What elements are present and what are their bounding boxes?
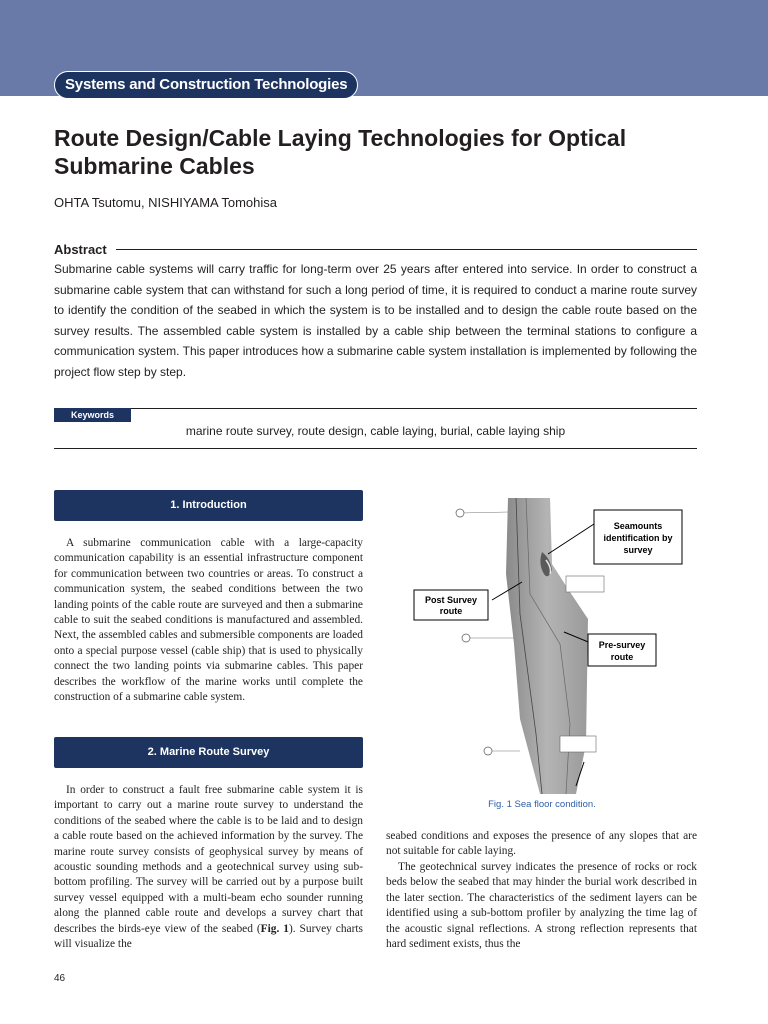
keywords-top-rule	[54, 408, 697, 409]
authors: OHTA Tsutomu, NISHIYAMA Tomohisa	[54, 195, 278, 210]
keywords-label: Keywords	[54, 408, 131, 422]
abstract-rule	[116, 249, 697, 250]
post-survey-label-line1: Post Survey	[424, 595, 478, 605]
pre-survey-label-line2: route	[610, 652, 634, 662]
section-heading-marine-route-survey: 2. Marine Route Survey	[54, 737, 363, 768]
article-title: Route Design/Cable Laying Technologies for Optical Submarine Cables	[54, 125, 627, 179]
marker-leader-1	[460, 512, 508, 513]
abstract-text: Submarine cable systems will carry traffic for long-term over 25 years after entered into service. In order to construct a submarine cable system that can withstand for such a long period of time, it is required to conduct a marine route survey to identify the condition of the seabed in which the system is to be installed and to design the cable route based on the survey results. The assembled cable system is installed by a cable ship between the terminal stations to configure a communication system. This paper introduces how a submarine cable system installation is implemented by following the project flow step by step.	[54, 262, 697, 379]
seamounts-label-line3: survey	[623, 545, 653, 555]
section-heading-introduction: 1. Introduction	[54, 490, 363, 521]
route-marker-3	[484, 747, 492, 755]
depth-readout-box-1	[566, 576, 604, 592]
section-label: Systems and Construction Technologies	[54, 71, 358, 99]
depth-readout-box-2	[560, 736, 596, 752]
seamounts-arrow	[548, 524, 594, 554]
keywords-text: marine route survey, route design, cable laying, burial, cable laying ship	[185, 424, 566, 438]
seamounts-label-line2: identification by	[603, 533, 673, 543]
survey-text-part2: ). Survey charts will visualize the	[54, 922, 363, 951]
seamounts-label-line1: Seamounts	[613, 521, 663, 531]
figure-caption: Fig. 1 Sea floor condition.	[488, 799, 596, 810]
survey-text-part1: In order to construct a fault free submarine cable system it is important to carry out a marine route survey to understand the conditions of the seabed where the cable is to be laid and to design a cable route based on the achieved information by the survey. The marine route survey consists of geophysical survey by means of acoustic sounding methods and a geotechnical survey using sub-bottom profiling. The survey will be carried out by a purpose built survey vessel equipped with a multi-beam echo sounder running along the planned cable route and develops a survey chart that describes the birds-eye view of the seabed (	[54, 784, 363, 935]
route-marker-2	[462, 634, 470, 642]
page-number: 46	[54, 973, 66, 984]
marine-route-survey-text	[54, 783, 363, 952]
pre-survey-label-line1: Pre-survey	[598, 640, 646, 650]
figure-reference[interactable]: Fig. 1	[260, 922, 289, 935]
keywords-bottom-rule	[54, 448, 697, 449]
post-survey-label-line2: route	[439, 606, 463, 616]
abstract-heading: Abstract	[54, 242, 107, 257]
right-column-paragraph-1: seabed conditions and exposes the presence of any slopes that are not suitable for cable laying.	[386, 830, 697, 858]
route-marker-1	[456, 509, 464, 517]
sea-floor-figure	[408, 494, 698, 796]
right-column-paragraph-2: The geotechnical survey indicates the presence of rocks or rock beds below the seabed that may hinder the burial work described in the later section. The characteristics of the sediment layers can be identified using a sub-bottom profiler by analyzing the time lag of the acoustic signal reflections. A strong reflection represents that hard sediment exists, thus the	[386, 861, 697, 951]
introduction-text: A submarine communication cable with a large-capacity communication capability is an essential infrastructure component for communication between two countries or areas. To construct a communication system, the seabed conditions between the two landing points of the cable route are surveyed and then a submarine cable to suit the seabed conditions is manufactured and assembled. Next, the assembled cables and submersible components are loaded onto a special purpose vessel (cable ship) that is used to physically connect the two landing points via submarine cables. This paper describes the workflow of the marine works until complete the construction of a submarine cable system.	[54, 537, 363, 704]
